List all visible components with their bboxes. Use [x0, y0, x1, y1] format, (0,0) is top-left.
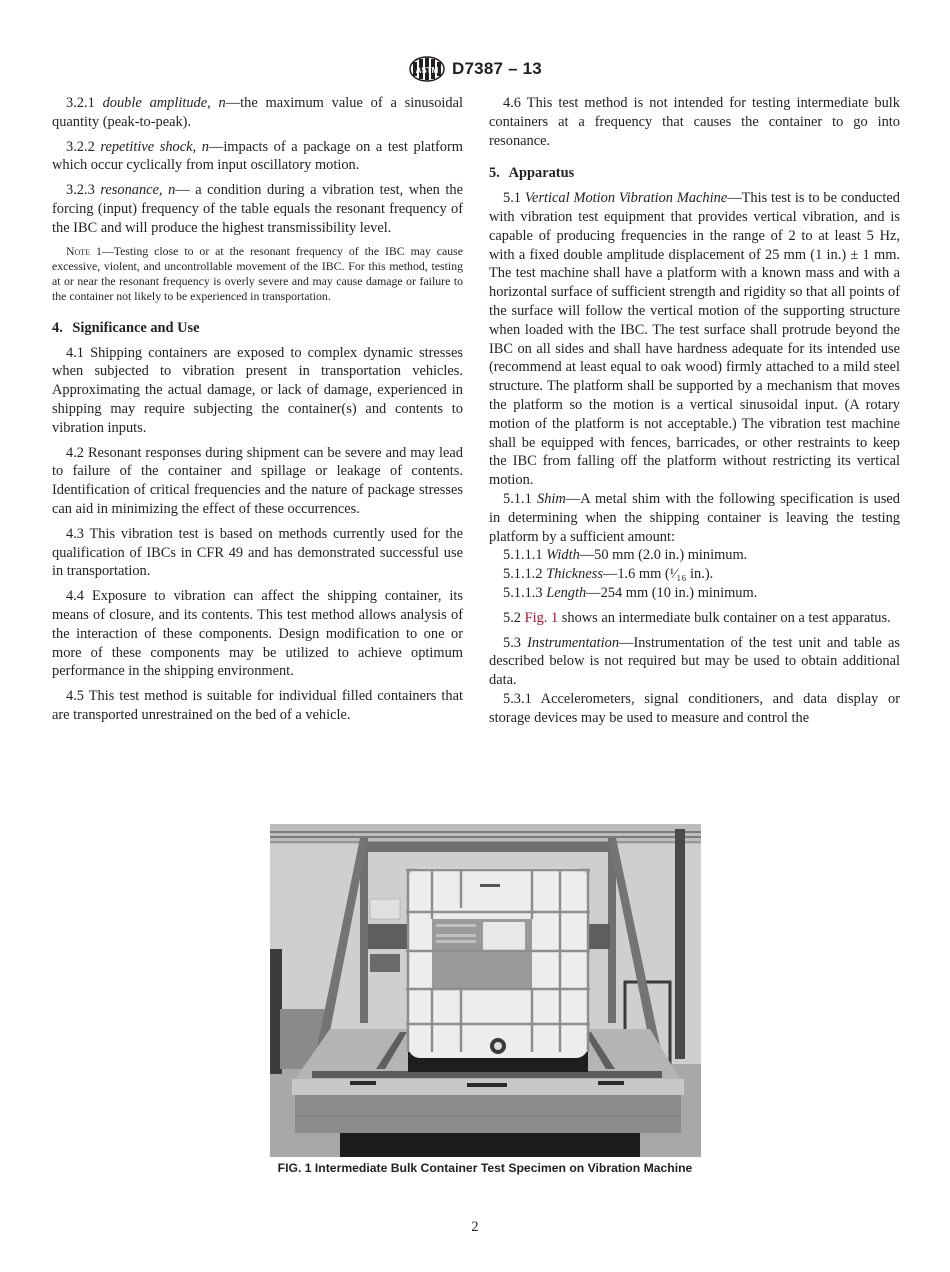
- paragraph-5-3: [489, 634, 900, 690]
- note-1: [52, 244, 463, 305]
- paragraph-3-2-1: [52, 94, 463, 132]
- astm-logo-icon: [408, 56, 446, 82]
- figure-1-link[interactable]: Fig. 1: [524, 609, 559, 626]
- paragraph-5-1-1-2: [489, 565, 900, 584]
- paragraph-text: — a condition during a vibration test, when the forcing (input) frequency of the table equals the resonant frequency of the IBC and will produce the highest transmissibility level.: [52, 182, 463, 236]
- paragraph-text: —A metal shim with the following specification is used in determining when the shipping container is leaving the testing platform by a sufficient amount:: [489, 490, 901, 545]
- paragraph-5-3-1: [489, 690, 900, 728]
- paragraph-number: 5.1.1.1: [503, 547, 543, 564]
- paragraph-5-1-1-3: [489, 584, 900, 603]
- left-column: [52, 94, 463, 731]
- paragraph-text: —This test is to be conducted with vibration test equipment that provides vertical vibration, and is capable of producing frequencies in the range of 2 to at least 5 Hz, with a fixed double amplitude displacement of 25 mm (1 in.) ± 1 mm. The test machine shall have a platform with a known mass and with a horizontal surface of sufficient strength and rigidity so that all points of the surface will follow the vertical motion of the supporting structure when loaded with the IBC. The test surface shall protrude beyond the IBC on all sides and shall have hardness adequate for its intended use (recommend at least equal to oak wood) firmly attached to a mild steel structure. The platform shall be supported by a mechanism that moves the platform so the motion is a vertical sinusoidal input. (A rotary motion of the platform is not acceptable.) The vibration test machine shall be equipped with fences, barricades, or other restraints to keep the IBC from falling off the platform without restricting its vertical motion.: [489, 190, 900, 489]
- defined-term: Thickness: [546, 566, 603, 583]
- ibc-on-vibration-machine-photo-icon: [270, 824, 701, 1157]
- page-header: [0, 56, 950, 82]
- defined-term: Shim: [537, 490, 566, 507]
- paragraph-number: 4.2: [66, 444, 84, 461]
- paragraph-3-2-2: [52, 138, 463, 176]
- paragraph-text: This test method is suitable for individual filled containers that are transported unrestrained on the bed of a vehicle.: [52, 688, 463, 723]
- paragraph-text: —the maximum value of a sinusoidal quantity (peak-to-peak).: [52, 95, 463, 130]
- page-number: 2: [471, 1219, 479, 1235]
- paragraph-text: —254 mm (10 in.) minimum.: [586, 584, 758, 601]
- paragraph-5-1: [489, 189, 900, 490]
- paragraph-4-1: [52, 344, 463, 438]
- defined-term: Length: [546, 584, 587, 601]
- document-id: D7387 – 13: [452, 59, 542, 78]
- paragraph-number: 3.2.2: [66, 138, 95, 155]
- paragraph-5-2: [489, 609, 900, 628]
- paragraph-text: —1.6 mm (¹⁄₁₆ in.).: [602, 566, 714, 583]
- paragraph-number: 3.2.1: [66, 95, 95, 111]
- figure-1-caption: FIG. 1 Intermediate Bulk Container Test Specimen on Vibration Machine: [277, 1161, 693, 1175]
- paragraph-4-3: [52, 525, 463, 581]
- section-title: Apparatus: [508, 165, 575, 182]
- paragraph-text: —50 mm (2.0 in.) minimum.: [579, 547, 748, 564]
- paragraph-text: This test method is not intended for testing intermediate bulk containers at a frequency that causes the container to go into resonance.: [489, 95, 900, 149]
- section-heading-5: [489, 164, 900, 183]
- defined-term: double amplitude, n: [102, 95, 226, 111]
- paragraph-text: shows an intermediate bulk container on a test apparatus.: [558, 609, 891, 626]
- paragraph-number: 5.1.1.3: [503, 584, 543, 601]
- paragraph-4-5: [52, 687, 463, 725]
- paragraph-text: Accelerometers, signal conditioners, and data display or storage devices may be used to measure and control the: [489, 690, 900, 726]
- paragraph-text: Shipping containers are exposed to complex dynamic stresses when subjected to vibration present in transportation vehicles. Approximating the actual damage, or lack of damage, experienced in shipping may require subjecting the container(s) and contents to vibration inputs.: [52, 344, 463, 436]
- paragraph-number: 5.3: [503, 634, 521, 651]
- paragraph-text: This vibration test is based on methods currently used for the qualification of IBCs in CFR 49 and has demonstrated successful use in transportation.: [52, 525, 463, 580]
- paragraph-text: —Instrumentation of the test unit and table as described below is not required but may be used to obtain additional data.: [489, 634, 900, 689]
- paragraph-number: 3.2.3: [66, 182, 95, 199]
- paragraph-number: 5.1.1.2: [503, 566, 543, 583]
- paragraph-number: 4.6: [503, 95, 521, 111]
- paragraph-number: 5.1: [503, 190, 521, 207]
- paragraph-text: Exposure to vibration can affect the shipping container, its means of closure, and its contents. This test method allows analysis of the interaction of these components. Design modification to one or more of these components may be utilized to achieve optimum performance in the shipping environment.: [52, 588, 463, 680]
- defined-term: Instrumentation: [527, 634, 620, 651]
- defined-term: Width: [546, 547, 580, 564]
- paragraph-4-2: [52, 444, 463, 519]
- paragraph-4-4: [52, 587, 463, 681]
- paragraph-text: —impacts of a package on a test platform which occur cyclically from input oscillatory motion.: [52, 138, 463, 174]
- paragraph-number: 4.1: [66, 344, 84, 361]
- paragraph-number: 5.1.1: [503, 490, 532, 507]
- section-heading-4: [52, 319, 463, 338]
- defined-term: resonance, n: [100, 182, 176, 199]
- note-label: Note 1: [66, 243, 102, 258]
- paragraph-4-6: [489, 94, 900, 150]
- section-number: 5.: [489, 165, 500, 182]
- right-column: [489, 94, 900, 728]
- paragraph-text: Resonant responses during shipment can be severe and may lead to failure of the container and spillage or leakage of contents. Identification of critical frequencies and the nature of package stresses can aid in minimizing the effect of these occurrences.: [52, 444, 463, 517]
- defined-term: repetitive shock, n: [100, 138, 209, 155]
- paragraph-3-2-3: [52, 181, 463, 237]
- paragraph-number: 5.3.1: [503, 690, 532, 707]
- paragraph-number: 5.2: [503, 609, 521, 626]
- paragraph-number: 4.5: [66, 688, 84, 705]
- defined-term: Vertical Motion Vibration Machine: [524, 190, 728, 207]
- paragraph-number: 4.3: [66, 525, 84, 542]
- figure-1-photo: [270, 824, 701, 1157]
- paragraph-number: 4.4: [66, 588, 84, 605]
- paragraph-5-1-1-1: [489, 546, 900, 565]
- note-text: —Testing close to or at the resonant frequency of the IBC may cause excessive, violent, and uncontrollable movement of the IBC. For this method, testing at or near the resonant frequency is overly severe and may cause damage or failure to the container not likely to be experienced in transportation.: [52, 243, 463, 304]
- svg-text:ASTM: ASTM: [415, 66, 439, 75]
- section-number: 4.: [52, 319, 63, 336]
- section-title: Significance and Use: [72, 319, 200, 336]
- paragraph-5-1-1: [489, 490, 900, 546]
